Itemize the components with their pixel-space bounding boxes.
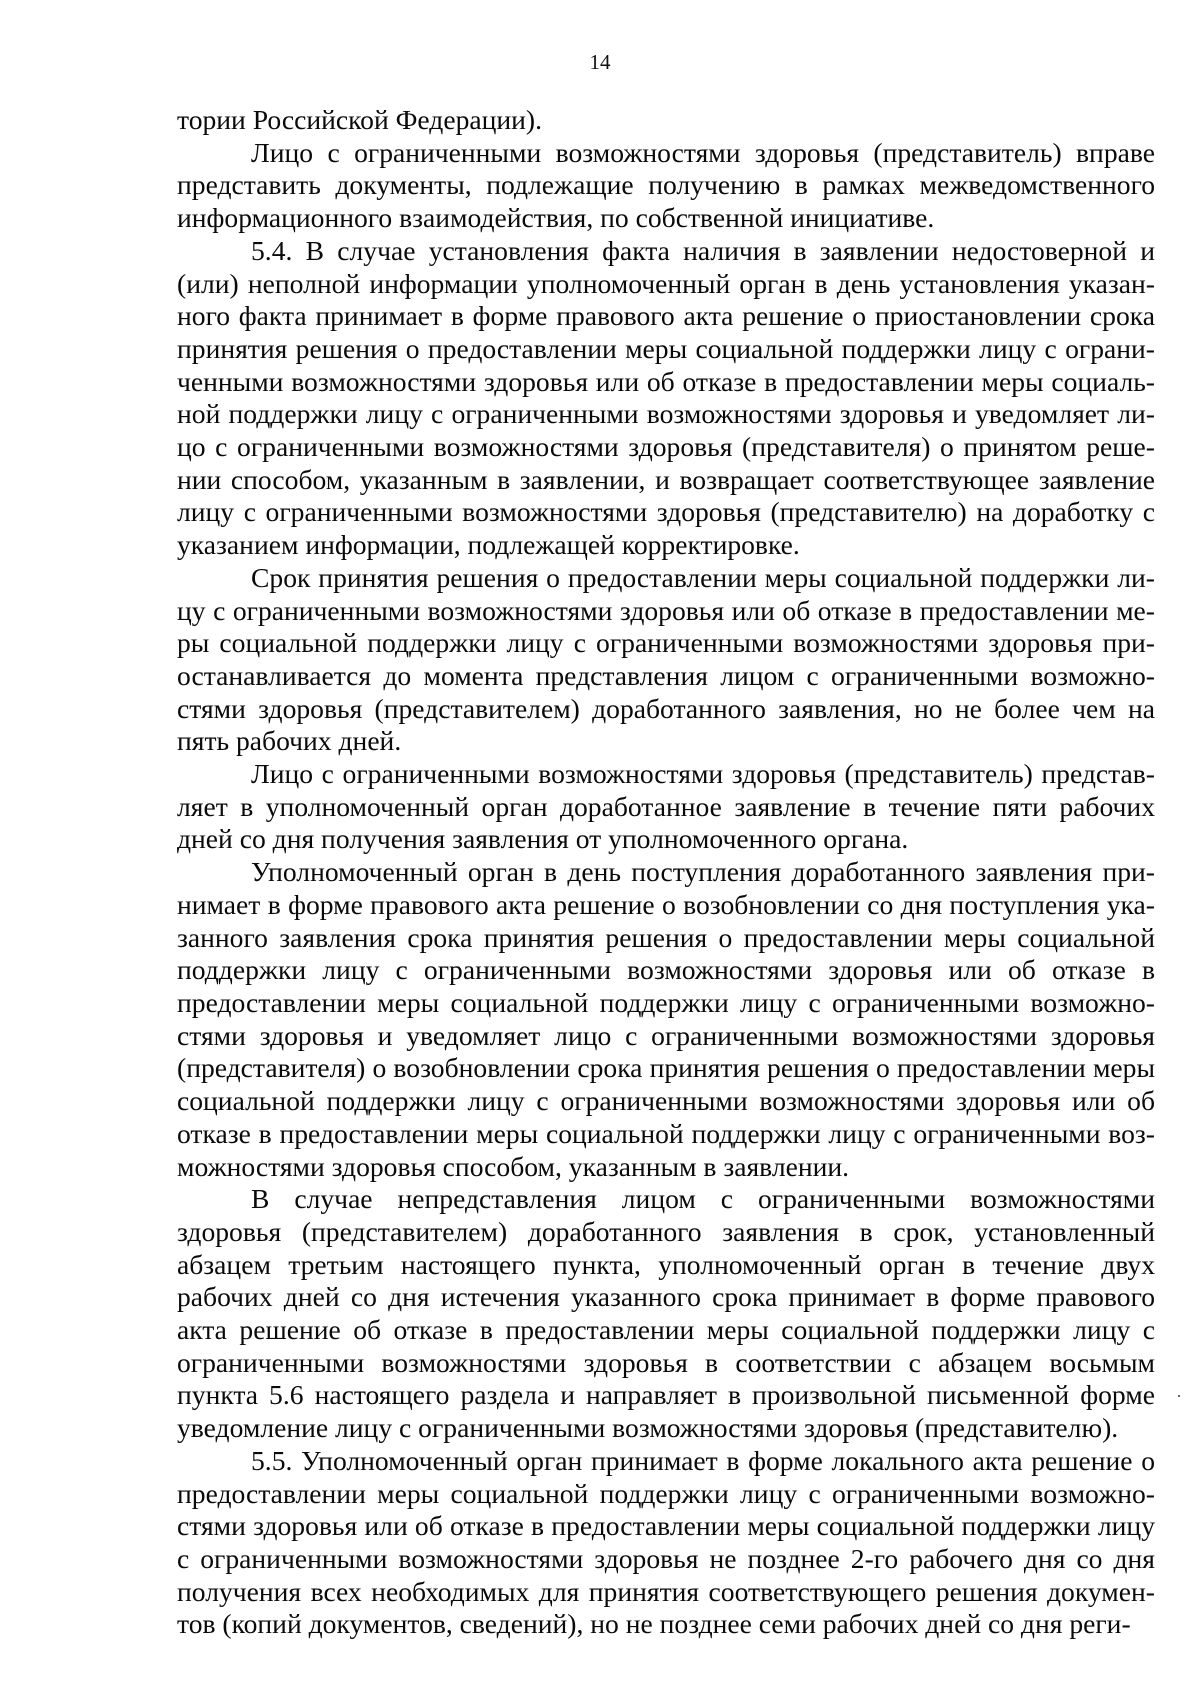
paragraph-5-4: 5.4. В случае установления факта наличия в заявлении недостоверной и (или) неполной информации уполномоченный орган в день установления указанного факта принимает в форме правового акта решение о приостановлении срока принятия решения о предоставлении меры социальной поддержки лицу с ограниченными возможностями здоровья или об отказе в предоставлении меры социальной поддержки лицу с ограниченными возможностями здоровья и уведомляет лицо с ограниченными возможностями здоровья (представителя) о принятом решении способом, указанным в заявлении, и возвращает соответствующее заявление лицу с ограниченными возможностями здоровья (представителю) на доработку с указанием информации, подлежащей корректировке. [177,234,1155,561]
paragraph-non-submission: В случае непредставления лицом с ограниченными возможностями здоровья (представителем) доработанного заявления в срок, установленный абзацем третьим настоящего пункта, уполномоченный орган в течение двух рабочих дней со дня истечения указанного срока принимает в форме правового акта решение об отказе в предоставлении меры социальной поддержки лицу с ограниченными возможностями здоровья в соответствии с абзацем восьмым пункта 5.6 настоящего раздела и направляет в произвольной письменной форме уведомление лицу с ограниченными возможностями здоровья (представителю). [177,1183,1155,1444]
paragraph-resumption-decision: Уполномоченный орган в день поступления доработанного заявления принимает в форме правового акта решение о возобновлении со дня поступления указанного заявления срока принятия решения о предоставлении меры социальной поддержки лицу с ограниченными возможностями здоровья или об отказе в предоставлении меры социальной поддержки лицу с ограниченными возможностями здоровья и уведомляет лицо с ограниченными возможностями здоровья (представителя) о возобновлении срока принятия решения о предоставлении меры социальной поддержки лицу с ограниченными возможностями здоровья или об отказе в предоставлении меры социальной поддержки лицу с ограниченными возможностями здоровья способом, указанным в заявлении. [177,856,1155,1182]
scan-artifact [1178,1395,1180,1397]
paragraph-revised-application: Лицо с ограниченными возможностями здоровья (представитель) представляет в уполномоченный орган доработанное заявление в течение пяти рабочих дней со дня получения заявления от уполномоченного органа. [177,758,1155,855]
page-number: 14 [589,50,611,74]
paragraph-suspension-term: Срок принятия решения о предоставлении меры социальной поддержки лицу с ограниченными возможностями здоровья или об отказе в предоставлении меры социальной поддержки лицу с ограниченными возможностями здоровья приостанавливается до момента представления лицом с ограниченными возможностями здоровья (представителем) доработанного заявления, но не более чем на пять рабочих дней. [177,561,1155,757]
paragraph-5-5: 5.5. Уполномоченный орган принимает в форме локального акта решение о предоставлении меры социальной поддержки лицу с ограниченными возможностями здоровья или об отказе в предоставлении меры социальной поддержки лицу с ограниченными возможностями здоровья не позднее 2-го рабочего дня со дня получения всех необходимых для принятия соответствующего решения документов (копий документов, сведений), но не позднее семи рабочих дней со дня реги- [177,1444,1155,1640]
document-body [177,104,1155,1641]
paragraph-representative-documents: Лицо с ограниченными возможностями здоровья (представитель) вправе представить документы, подлежащие получению в рамках межведомственного информационного взаимодействия, по собственной инициативе. [177,136,1155,234]
paragraph-continuation: тории Российской Федерации). [177,104,543,135]
